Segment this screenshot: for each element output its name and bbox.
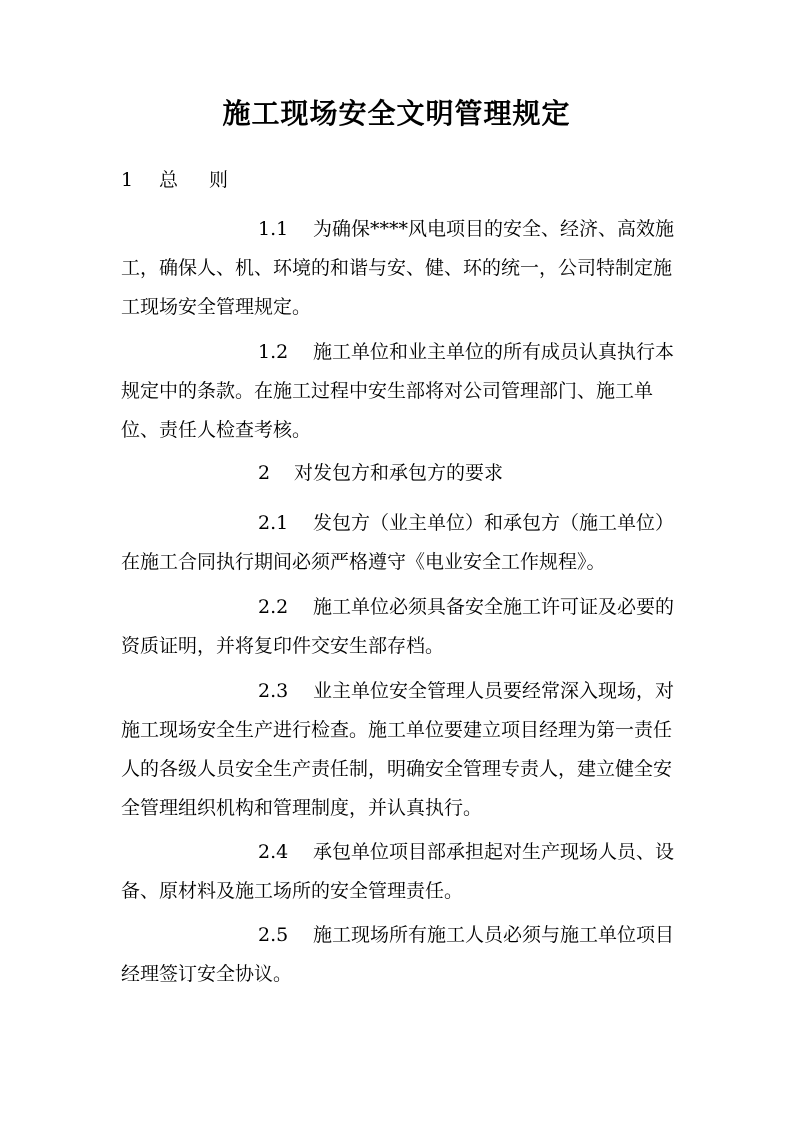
section-heading-1 <box>121 164 234 196</box>
clause-text: 为确保****风电项目的安全、经济、高效施工，确保人、机、环境的和谐与安、健、环的统一，公司特制定施工现场安全管理规定。 <box>121 218 675 318</box>
clause-number: 1.1 <box>258 218 289 240</box>
clause-text: 发包方（业主单位）和承包方（施工单位）在施工合同执行期间必须严格遵守《电业安全工作规程》。 <box>121 512 675 573</box>
clause-text: 业主单位安全管理人员要经常深入现场，对施工现场安全生产进行检查。施工单位要建立项目经理为第一责任人的各级人员安全生产责任制，明确安全管理专责人，建立健全安全管理组织机构和管理制度，并认真执行。 <box>121 680 675 819</box>
clause-number: 2.2 <box>258 596 289 618</box>
clause-text: 施工单位必须具备安全施工许可证及必要的资质证明，并将复印件交安生部存档。 <box>121 596 675 657</box>
clause-text: 承包单位项目部承担起对生产现场人员、设备、原材料及施工场所的安全管理责任。 <box>121 841 675 902</box>
clause-2-5 <box>121 916 676 994</box>
clause-text: 施工现场所有施工人员必须与施工单位项目经理签订安全协议。 <box>121 924 675 985</box>
section-title: 对发包方和承包方的要求 <box>294 462 504 484</box>
clause-text: 施工单位和业主单位的所有成员认真执行本规定中的条款。在施工过程中安生部将对公司管理部门、施工单位、责任人检查考核。 <box>121 341 675 441</box>
section-number: 2 <box>258 462 271 484</box>
section-title: 总 则 <box>159 169 235 191</box>
clause-2-1 <box>121 504 676 582</box>
clause-1-2 <box>121 333 676 450</box>
clause-number: 2.5 <box>258 924 289 946</box>
clause-number: 1.2 <box>258 341 289 363</box>
clause-1-1 <box>121 210 676 327</box>
clause-number: 2.3 <box>258 680 289 702</box>
clause-number: 2.4 <box>258 841 289 863</box>
document-title: 施工现场安全文明管理规定 <box>222 97 571 130</box>
section-heading-2 <box>258 457 503 489</box>
clause-number: 2.1 <box>258 512 289 534</box>
section-number: 1 <box>121 169 134 191</box>
clause-2-3 <box>121 672 676 828</box>
clause-2-4 <box>121 833 676 911</box>
clause-2-2 <box>121 588 676 666</box>
